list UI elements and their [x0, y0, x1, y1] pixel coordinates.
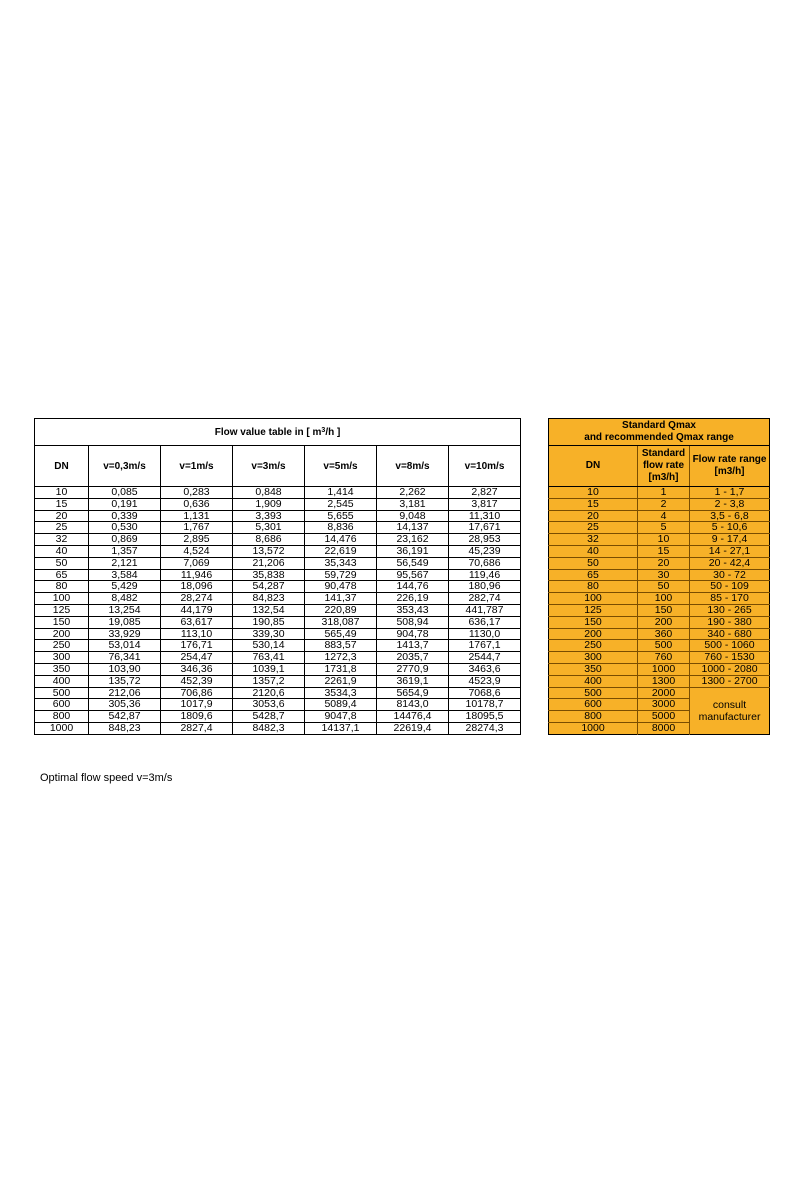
flow-value-cell: 28274,3 [449, 722, 521, 734]
flow-range-cell: 3,5 - 6,8 [690, 510, 770, 522]
standard-flow-cell: 30 [638, 569, 690, 581]
table-row [35, 510, 521, 522]
flow-value-cell: 1017,9 [161, 699, 233, 711]
flow-value-cell: 2,545 [305, 498, 377, 510]
flow-value-cell: 54,287 [233, 581, 305, 593]
dn-cell: 32 [35, 534, 89, 546]
flow-range-cell: 760 - 1530 [690, 652, 770, 664]
table-row [549, 545, 770, 557]
flow-value-cell: 3,393 [233, 510, 305, 522]
flow-value-cell: 0,530 [89, 522, 161, 534]
flow-value-cell: 441,787 [449, 604, 521, 616]
dn-cell: 100 [549, 593, 638, 605]
dn-cell: 250 [549, 640, 638, 652]
flow-value-cell: 33,929 [89, 628, 161, 640]
flow-value-cell: 28,274 [161, 593, 233, 605]
table-row [35, 604, 521, 616]
flow-value-cell: 135,72 [89, 675, 161, 687]
table-row [549, 487, 770, 499]
flow-value-cell: 1767,1 [449, 640, 521, 652]
flow-range-cell: 20 - 42,4 [690, 557, 770, 569]
flow-value-cell: 353,43 [377, 604, 449, 616]
table-row [35, 534, 521, 546]
dn-cell: 125 [35, 604, 89, 616]
dn-cell: 125 [549, 604, 638, 616]
standard-flow-cell: 1000 [638, 663, 690, 675]
flow-value-cell: 346,36 [161, 663, 233, 675]
flow-value-cell: 1357,2 [233, 675, 305, 687]
flow-header-cell: v=1m/s [161, 446, 233, 487]
flow-value-cell: 2120,6 [233, 687, 305, 699]
flow-value-cell: 3534,3 [305, 687, 377, 699]
flow-value-cell: 282,74 [449, 593, 521, 605]
flow-value-cell: 636,17 [449, 616, 521, 628]
table-row [35, 581, 521, 593]
flow-value-cell: 18095,5 [449, 711, 521, 723]
flow-value-cell: 904,78 [377, 628, 449, 640]
flow-value-cell: 8,482 [89, 593, 161, 605]
table-row [549, 522, 770, 534]
flow-value-cell: 53,014 [89, 640, 161, 652]
flow-value-cell: 883,57 [305, 640, 377, 652]
dn-cell: 400 [35, 675, 89, 687]
dn-cell: 25 [35, 522, 89, 534]
flow-value-cell: 0,339 [89, 510, 161, 522]
table-row [549, 534, 770, 546]
table-row [549, 569, 770, 581]
table-row [549, 557, 770, 569]
flow-value-cell: 5089,4 [305, 699, 377, 711]
table-row [35, 722, 521, 734]
flow-value-cell: 2,827 [449, 487, 521, 499]
table-row [35, 545, 521, 557]
flow-value-cell: 14476,4 [377, 711, 449, 723]
table-row [549, 593, 770, 605]
flow-value-cell: 14,476 [305, 534, 377, 546]
flow-value-cell: 141,37 [305, 593, 377, 605]
flow-value-cell: 84,823 [233, 593, 305, 605]
table-row [35, 687, 521, 699]
flow-value-cell: 339,30 [233, 628, 305, 640]
flow-value-cell: 28,953 [449, 534, 521, 546]
flow-value-cell: 8143,0 [377, 699, 449, 711]
flow-value-cell: 11,946 [161, 569, 233, 581]
standard-flow-cell: 20 [638, 557, 690, 569]
flow-range-cell: 1300 - 2700 [690, 675, 770, 687]
qmax-header-cell: DN [549, 446, 638, 487]
dn-cell: 800 [549, 711, 638, 723]
flow-range-cell: 1 - 1,7 [690, 487, 770, 499]
standard-flow-cell: 5 [638, 522, 690, 534]
standard-flow-cell: 2 [638, 498, 690, 510]
flow-value-cell: 22619,4 [377, 722, 449, 734]
flow-value-cell: 3619,1 [377, 675, 449, 687]
flow-value-cell: 530,14 [233, 640, 305, 652]
flow-range-cell: 30 - 72 [690, 569, 770, 581]
table-row [549, 604, 770, 616]
flow-value-cell: 8,836 [305, 522, 377, 534]
standard-flow-cell: 10 [638, 534, 690, 546]
flow-range-cell: 85 - 170 [690, 593, 770, 605]
table-row [549, 616, 770, 628]
dn-cell: 250 [35, 640, 89, 652]
dn-cell: 10 [587, 486, 599, 498]
flow-table-title: Flow value table in [ $m^3/h$ ] [35, 419, 521, 446]
dn-cell: 300 [549, 652, 638, 664]
table-row [35, 522, 521, 534]
standard-flow-cell: 760 [638, 652, 690, 664]
table-row [35, 498, 521, 510]
flow-value-cell: 452,39 [161, 675, 233, 687]
flow-value-cell: 7,069 [161, 557, 233, 569]
table-row [549, 687, 770, 699]
flow-value-cell: 5,301 [233, 522, 305, 534]
flow-value-cell: 226,19 [377, 593, 449, 605]
table-row [35, 675, 521, 687]
dn-cell: 300 [35, 652, 89, 664]
flow-value-cell: 318,087 [305, 616, 377, 628]
flow-value-cell: 113,10 [161, 628, 233, 640]
flow-value-cell: 4523,9 [449, 675, 521, 687]
flow-value-cell: 0,283 [161, 487, 233, 499]
flow-value-cell: 180,96 [449, 581, 521, 593]
flow-value-cell: 508,94 [377, 616, 449, 628]
flow-value-cell: 19,085 [89, 616, 161, 628]
flow-value-cell: 0,636 [161, 498, 233, 510]
dn-cell: 600 [549, 699, 638, 711]
flow-value-cell: 254,47 [161, 652, 233, 664]
standard-flow-cell: 200 [638, 616, 690, 628]
dn-cell: 80 [35, 581, 89, 593]
flow-value-cell: 45,239 [449, 545, 521, 557]
dn-cell: 25 [549, 522, 638, 534]
flow-value-cell: 13,572 [233, 545, 305, 557]
standard-flow-cell: 8000 [638, 722, 690, 734]
dn-cell: 80 [549, 581, 638, 593]
standard-flow-cell: 50 [638, 581, 690, 593]
table-row [35, 652, 521, 664]
standard-flow-cell: 1 [638, 487, 690, 499]
flow-value-cell: 1272,3 [305, 652, 377, 664]
flow-value-cell: 63,617 [161, 616, 233, 628]
flow-value-cell: 11,310 [449, 510, 521, 522]
flow-value-cell: 0,085 [89, 487, 161, 499]
flow-value-cell: 8,686 [233, 534, 305, 546]
dn-cell: 350 [35, 663, 89, 675]
dn-cell: 50 [549, 557, 638, 569]
flow-value-cell: 763,41 [233, 652, 305, 664]
flow-value-cell: 212,06 [89, 687, 161, 699]
table-row [35, 711, 521, 723]
dn-cell: 150 [35, 616, 89, 628]
dn-cell: 400 [549, 675, 638, 687]
flow-value-cell: 22,619 [305, 545, 377, 557]
standard-flow-cell: 15 [638, 545, 690, 557]
flow-value-cell: 3053,6 [233, 699, 305, 711]
dn-cell: 10 [55, 486, 68, 498]
table-row [549, 510, 770, 522]
flow-header-cell: v=5m/s [305, 446, 377, 487]
flow-value-cell: 23,162 [377, 534, 449, 546]
standard-flow-cell: 360 [638, 628, 690, 640]
dn-cell: 40 [35, 545, 89, 557]
flow-value-cell: 848,23 [89, 722, 161, 734]
table-row [35, 699, 521, 711]
flow-value-cell: 2544,7 [449, 652, 521, 664]
flow-value-cell: 8482,3 [233, 722, 305, 734]
flow-value-cell: 1413,7 [377, 640, 449, 652]
dn-cell: 100 [35, 593, 89, 605]
flow-value-cell: 18,096 [161, 581, 233, 593]
flow-value-cell: 13,254 [89, 604, 161, 616]
flow-range-cell: 340 - 680 [690, 628, 770, 640]
flow-value-cell: 95,567 [377, 569, 449, 581]
standard-flow-cell: 5000 [638, 711, 690, 723]
flow-value-cell: 542,87 [89, 711, 161, 723]
flow-value-cell: 10178,7 [449, 699, 521, 711]
flow-range-cell: 14 - 27,1 [690, 545, 770, 557]
flow-range-cell: 500 - 1060 [690, 640, 770, 652]
flow-value-cell: 2,262 [377, 487, 449, 499]
flow-value-cell: 14137,1 [305, 722, 377, 734]
flow-value-cell: 3,817 [449, 498, 521, 510]
dn-cell: 1000 [549, 722, 638, 734]
flow-value-cell: 90,478 [305, 581, 377, 593]
dn-cell: 800 [35, 711, 89, 723]
flow-value-cell: 59,729 [305, 569, 377, 581]
flow-value-cell: 76,341 [89, 652, 161, 664]
flow-value-cell: 5,429 [89, 581, 161, 593]
dn-cell: 200 [35, 628, 89, 640]
flow-value-cell: 119,46 [449, 569, 521, 581]
flow-value-cell: 70,686 [449, 557, 521, 569]
flow-value-cell: 190,85 [233, 616, 305, 628]
dn-cell: 350 [549, 663, 638, 675]
table-row [549, 640, 770, 652]
dn-cell: 65 [549, 569, 638, 581]
flow-value-cell: 132,54 [233, 604, 305, 616]
flow-value-cell: 1,357 [89, 545, 161, 557]
flow-value-cell: 35,838 [233, 569, 305, 581]
flow-value-cell: 35,343 [305, 557, 377, 569]
flow-value-cell: 0,869 [89, 534, 161, 546]
flow-value-cell: 103,90 [89, 663, 161, 675]
table-row [549, 663, 770, 675]
flow-range-cell: 2 - 3,8 [690, 498, 770, 510]
flow-value-cell: 2261,9 [305, 675, 377, 687]
flow-value-cell: 5,655 [305, 510, 377, 522]
flow-range-cell: 190 - 380 [690, 616, 770, 628]
flow-value-cell: 1,414 [305, 487, 377, 499]
flow-value-cell: 1,767 [161, 522, 233, 534]
qmax-table-title: Standard Qmax and recommended Qmax range [549, 419, 770, 446]
dn-cell: 50 [35, 557, 89, 569]
flow-header-cell: v=3m/s [233, 446, 305, 487]
dn-cell: 600 [35, 699, 89, 711]
qmax-table-header-row [549, 446, 770, 487]
standard-flow-cell: 500 [638, 640, 690, 652]
flow-value-cell: 9,048 [377, 510, 449, 522]
dn-cell: 20 [549, 510, 638, 522]
dn-cell: 32 [549, 534, 638, 546]
flow-value-cell: 2770,9 [377, 663, 449, 675]
flow-value-cell: 5428,7 [233, 711, 305, 723]
flow-value-cell: 3,584 [89, 569, 161, 581]
flow-value-cell: 9047,8 [305, 711, 377, 723]
flow-value-cell: 14,137 [377, 522, 449, 534]
flow-value-cell: 2827,4 [161, 722, 233, 734]
flow-value-cell: 4,524 [161, 545, 233, 557]
flow-value-cell: 5654,9 [377, 687, 449, 699]
flow-header-cell: v=8m/s [377, 446, 449, 487]
flow-value-cell: 1039,1 [233, 663, 305, 675]
flow-header-cell: v=0,3m/s [89, 446, 161, 487]
table-row [35, 628, 521, 640]
flow-value-cell: 220,89 [305, 604, 377, 616]
standard-flow-cell: 4 [638, 510, 690, 522]
table-row [35, 557, 521, 569]
qmax-header-cell: Flow rate range [m3/h] [690, 446, 770, 487]
flow-value-cell: 17,671 [449, 522, 521, 534]
table-row [35, 593, 521, 605]
flow-header-cell: v=10m/s [449, 446, 521, 487]
flow-header-cell: DN [35, 446, 89, 487]
table-row [549, 652, 770, 664]
flow-range-cell: 50 - 109 [690, 581, 770, 593]
table-row [549, 498, 770, 510]
dn-cell: 15 [35, 498, 89, 510]
dn-cell: 40 [549, 545, 638, 557]
flow-value-cell: 305,36 [89, 699, 161, 711]
flow-value-cell: 2035,7 [377, 652, 449, 664]
table-row [35, 616, 521, 628]
consult-manufacturer-note: consult manufacturer [690, 687, 770, 734]
dn-cell: 15 [549, 498, 638, 510]
table-row [35, 569, 521, 581]
flow-value-cell: 176,71 [161, 640, 233, 652]
table-row [35, 640, 521, 652]
flow-range-cell: 130 - 265 [690, 604, 770, 616]
flow-value-cell: 0,848 [233, 487, 305, 499]
table-row [35, 487, 521, 499]
flow-value-cell: 1,909 [233, 498, 305, 510]
standard-flow-cell: 150 [638, 604, 690, 616]
table-row [549, 675, 770, 687]
flow-value-cell: 565,49 [305, 628, 377, 640]
flow-value-cell: 706,86 [161, 687, 233, 699]
flow-value-cell: 3,181 [377, 498, 449, 510]
flow-value-cell: 2,895 [161, 534, 233, 546]
flow-value-cell: 3463,6 [449, 663, 521, 675]
table-row [35, 663, 521, 675]
flow-value-cell: 144,76 [377, 581, 449, 593]
flow-range-cell: 1000 - 2080 [690, 663, 770, 675]
flow-value-cell: 36,191 [377, 545, 449, 557]
flow-value-cell: 1731,8 [305, 663, 377, 675]
table-row [549, 628, 770, 640]
flow-value-cell: 1809,6 [161, 711, 233, 723]
flow-value-cell: 44,179 [161, 604, 233, 616]
table-row [549, 581, 770, 593]
dn-cell: 20 [35, 510, 89, 522]
dn-cell: 1000 [35, 722, 89, 734]
flow-value-cell: 7068,6 [449, 687, 521, 699]
standard-flow-cell: 1300 [638, 675, 690, 687]
qmax-header-cell: Standard flow rate [m3/h] [638, 446, 690, 487]
flow-value-cell: 1,131 [161, 510, 233, 522]
standard-flow-cell: 3000 [638, 699, 690, 711]
flow-value-cell: 2,121 [89, 557, 161, 569]
dn-cell: 500 [35, 687, 89, 699]
standard-flow-cell: 2000 [638, 687, 690, 699]
flow-range-cell: 5 - 10,6 [690, 522, 770, 534]
qmax-table [548, 418, 770, 735]
dn-cell: 500 [549, 687, 638, 699]
footnote: Optimal flow speed v=3m/s [40, 772, 173, 784]
flow-value-table [34, 418, 521, 735]
dn-cell: 150 [549, 616, 638, 628]
flow-value-cell: 21,206 [233, 557, 305, 569]
dn-cell: 200 [549, 628, 638, 640]
dn-cell: 65 [35, 569, 89, 581]
flow-value-cell: 56,549 [377, 557, 449, 569]
standard-flow-cell: 100 [638, 593, 690, 605]
flow-range-cell: 9 - 17,4 [690, 534, 770, 546]
flow-table-header-row [35, 446, 521, 487]
flow-value-cell: 1130,0 [449, 628, 521, 640]
flow-value-cell: 0,191 [89, 498, 161, 510]
